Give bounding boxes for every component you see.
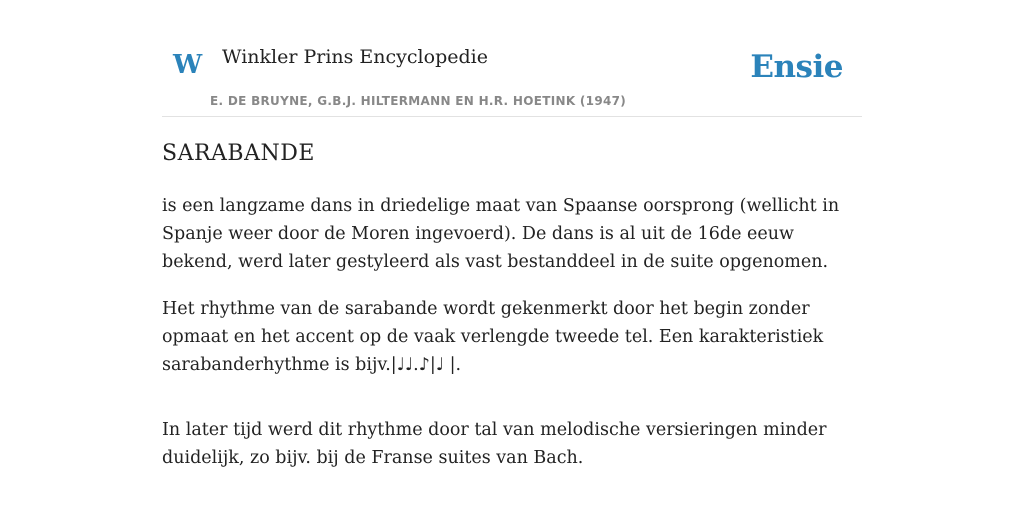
entry-title: SARABANDE (162, 141, 315, 166)
entry-paragraph: Het rhythme van de sarabande wordt gekenmerkt door het begin zonder opmaat en het accent op de vaak verlengde tweede tel. Een karakteristiek sarabanderhythme is bijv.|♩♩.♪|♩ |. (162, 299, 824, 375)
entry-paragraph: is een langzame dans in driedelige maat van Spaanse oorsprong (wellicht in Spanje weer door de Moren ingevoerd). De dans is al uit de 16de eeuw bekend, werd later gestyleerd als vast bestanddeel in de suite opgenomen. (162, 196, 840, 272)
publication-authors: E. DE BRUYNE, G.B.J. HILTERMANN EN H.R. HOETINK (1947) (210, 94, 627, 108)
page-container (162, 0, 862, 468)
entry-body (162, 192, 862, 491)
logo-icon[interactable]: W (173, 50, 203, 80)
brand-logo[interactable]: Ensie (750, 49, 843, 85)
publication-title[interactable]: Winkler Prins Encyclopedie (222, 46, 488, 68)
entry-paragraph: In later tijd werd dit rhythme door tal van melodische versieringen minder duidelijk, zo bijv. bij de Franse suites van Bach. (162, 420, 827, 468)
site-header (162, 0, 862, 117)
